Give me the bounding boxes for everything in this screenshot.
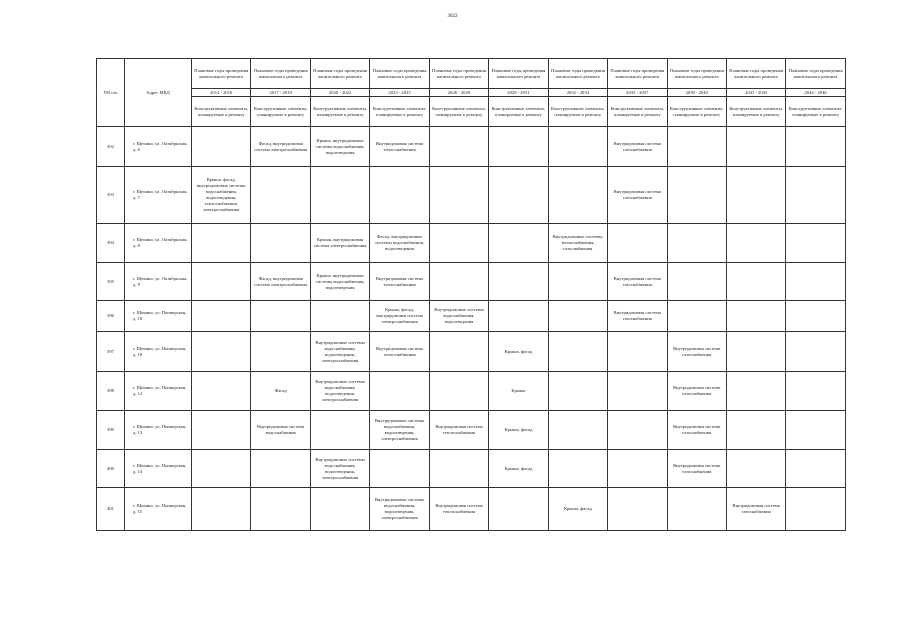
header-period-label: Плановые годы проведения капитального ремонта [429,59,488,89]
row-cell: Крыша, фасад, внутридомовые системы водоснабжения, водоотведения, теплоснабжения, электроснабжения [192,167,251,224]
table-row [97,167,846,224]
row-cell: Крыша, фасад [489,411,548,450]
row-address: г. Щекино, ул. Пионерская, д. 13 [125,411,192,450]
row-cell [667,488,726,531]
row-cell: Внутридомовые системы водоснабжения, водоотведения, электроснабжения [310,332,369,372]
capital-repair-table [96,58,846,531]
row-cell [786,450,845,488]
table-row [97,301,846,332]
table-row [97,127,846,167]
row-cell [786,224,845,263]
row-cell: Внутридомовые системы водоснабжения, водоотведения [429,301,488,332]
row-address: г. Щекино, ул. Пионерская, д. 10 [125,332,192,372]
row-cell: Внутридомовые системы, теплоснабжения, газоснабжения [548,224,607,263]
row-cell [489,301,548,332]
row-number: 398 [97,372,125,411]
header-period-label: Плановые годы проведения капитального ремонта [608,59,667,89]
row-cell [251,301,310,332]
row-cell [667,263,726,301]
row-address: г. Щекино, ул. Пионерская, д. 12 [125,372,192,411]
row-cell [608,332,667,372]
row-cell [608,372,667,411]
header-period-label: Плановые годы проведения капитального ремонта [310,59,369,89]
row-cell [429,127,488,167]
header-elements-label: Конструктивные элементы, планируемые к ремонту [192,97,251,127]
header-period-years: 2038 - 2040 [667,89,726,97]
row-cell [429,450,488,488]
row-cell: Крыша, фасад [489,450,548,488]
row-cell [726,411,785,450]
row-cell [548,263,607,301]
header-elements-label: Конструктивные элементы, планируемые к ремонту [489,97,548,127]
row-cell: Внутридомовая система газоснабжения [608,301,667,332]
header-period-years: 2029 - 2031 [489,89,548,97]
row-cell: Внутридомовая система теплоснабжения [370,332,429,372]
row-cell [192,263,251,301]
row-cell: Внутридомовая система газоснабжения [667,332,726,372]
header-period-label: Плановые годы проведения капитального ремонта [667,59,726,89]
header-period-years: 2044 - 2046 [786,89,845,97]
row-cell [192,450,251,488]
row-cell [489,263,548,301]
row-cell [726,263,785,301]
header-elements-label: Конструктивные элементы, планируемые к ремонту [370,97,429,127]
header-address: Адрес МКД [125,59,192,127]
header-elements-label: Конструктивные элементы, планируемые к ремонту [251,97,310,127]
row-cell [429,224,488,263]
row-number: 393 [97,167,125,224]
header-elements-label: Конструктивные элементы, планируемые к ремонту [608,97,667,127]
row-cell [370,450,429,488]
row-cell: Внутридомовая система водоснабжения [251,411,310,450]
header-elements-label: Конструктивные элементы, планируемые к ремонту [667,97,726,127]
table-row [97,450,846,488]
row-cell [786,332,845,372]
row-number: 401 [97,488,125,531]
row-cell [726,224,785,263]
row-cell: Внутридомовая система теплоснабжения [370,127,429,167]
header-row-label [97,59,846,89]
row-cell [251,450,310,488]
row-cell: Внутридомовая система теплоснабжения [429,411,488,450]
row-cell [726,167,785,224]
row-cell: Крыша, внутридомовая система электроснабжения [310,224,369,263]
row-cell [429,167,488,224]
row-cell [251,488,310,531]
row-cell [548,332,607,372]
header-period-years: 2041 - 2043 [726,89,785,97]
row-cell [192,224,251,263]
row-cell [310,488,369,531]
header-period-years: 2032 - 2034 [548,89,607,97]
row-cell [608,450,667,488]
row-cell [310,301,369,332]
row-cell [548,372,607,411]
row-cell [786,411,845,450]
row-cell [429,372,488,411]
row-cell [251,167,310,224]
row-cell [667,301,726,332]
header-period-label: Плановые годы проведения капитального ремонта [370,59,429,89]
row-number: 396 [97,301,125,332]
header-elements-label: Конструктивные элементы, планируемые к ремонту [429,97,488,127]
row-cell [786,263,845,301]
row-cell [726,450,785,488]
row-cell [548,301,607,332]
row-cell: Фасад [251,372,310,411]
row-cell: Крыша, внутридомовые системы водоснабжения, водоотведения [310,263,369,301]
row-cell: Фасад, внутридомовая система электроснабжения [251,263,310,301]
header-row-elements [97,97,846,127]
row-cell [548,167,607,224]
row-cell [548,127,607,167]
header-elements-label: Конструктивные элементы, планируемые к ремонту [548,97,607,127]
header-period-years: 2035 - 2037 [608,89,667,97]
row-address: г. Щекино, ул. Октябрьская, д. 6 [125,127,192,167]
header-period-label: Плановые годы проведения капитального ремонта [251,59,310,89]
row-cell: Крыша [489,372,548,411]
header-period-label: Плановые годы проведения капитального ремонта [786,59,845,89]
row-cell [192,488,251,531]
table-row [97,372,846,411]
row-cell: Внутридомовая система газоснабжения [608,263,667,301]
row-cell [608,488,667,531]
header-num: NN п/п [97,59,125,127]
row-address: г. Щекино, ул. Октябрьская, д. 8 [125,224,192,263]
row-cell [667,224,726,263]
row-cell [192,411,251,450]
row-cell [667,167,726,224]
row-cell [608,411,667,450]
row-cell: Крыша, внутридомовые системы водоснабжения, водоотведения [310,127,369,167]
row-cell [726,372,785,411]
header-period-years: 2014 - 2016 [192,89,251,97]
header-period-years: 2023 - 2025 [370,89,429,97]
row-cell [548,411,607,450]
header-row-years [97,89,846,97]
row-cell: Фасад, внутридомовая система электроснабжения [251,127,310,167]
row-number: 395 [97,263,125,301]
row-cell: Крыша, фасад [489,332,548,372]
table-row [97,488,846,531]
row-cell: Внутридомовые системы водоснабжения, водоотведения, электроснабжения [310,372,369,411]
table-row [97,411,846,450]
row-cell [786,372,845,411]
table-row [97,263,846,301]
row-cell [667,127,726,167]
row-cell: Фасад, внутридомовые системы водоснабжения, водоотведения [370,224,429,263]
row-cell [192,127,251,167]
row-number: 397 [97,332,125,372]
row-cell [429,332,488,372]
row-cell [370,167,429,224]
row-cell: Внутридомовая система газоснабжения [667,372,726,411]
row-number: 399 [97,411,125,450]
row-address: г. Щекино, ул. Пионерская, д. 14 [125,450,192,488]
row-cell [786,301,845,332]
row-cell [192,372,251,411]
row-cell: Внутридомовая система газоснабжения [726,488,785,531]
row-cell [726,301,785,332]
row-cell: Внутридомовая система газоснабжения [667,450,726,488]
row-cell: Внутридомовые системы водоснабжения, водоотведения, электроснабжения [310,450,369,488]
row-cell: Внутридомовые системы водоснабжения, водоотведения, электроснабжения [370,411,429,450]
row-cell: Внутридомовые системы водоснабжения, водоотведения, электроснабжения [370,488,429,531]
header-elements-label: Конструктивные элементы, планируемые к ремонту [786,97,845,127]
row-address: г. Щекино, ул. Пионерская, д. 10 [125,301,192,332]
header-period-label: Плановые годы проведения капитального ремонта [489,59,548,89]
header-period-label: Плановые годы проведения капитального ремонта [548,59,607,89]
row-cell [310,167,369,224]
table-row [97,332,846,372]
header-elements-label: Конструктивные элементы, планируемые к ремонту [310,97,369,127]
header-period-label: Плановые годы проведения капитального ремонта [726,59,785,89]
row-cell [726,127,785,167]
row-cell [370,372,429,411]
row-cell [608,224,667,263]
table-row [97,224,846,263]
row-cell [489,488,548,531]
header-period-label: Плановые годы проведения капитального ремонта [192,59,251,89]
row-number: 400 [97,450,125,488]
row-address: г. Щекино, ул. Пионерская, д. 15 [125,488,192,531]
row-cell [192,301,251,332]
row-cell [489,224,548,263]
row-number: 394 [97,224,125,263]
row-cell [786,488,845,531]
row-cell [251,332,310,372]
row-cell [251,224,310,263]
row-cell [489,167,548,224]
row-number: 392 [97,127,125,167]
row-cell: Крыша, фасад [548,488,607,531]
header-elements-label: Конструктивные элементы, планируемые к ремонту [726,97,785,127]
row-address: г. Щекино, ул. Октябрьская, д. 9 [125,263,192,301]
row-cell: Внутридомовая система газоснабжения [608,167,667,224]
row-address: г. Щекино, ул. Октябрьская, д. 7 [125,167,192,224]
row-cell [192,332,251,372]
row-cell [786,127,845,167]
row-cell [489,127,548,167]
row-cell [786,167,845,224]
row-cell [548,450,607,488]
row-cell: Внутридомовая система теплоснабжения [370,263,429,301]
header-period-years: 2026 - 2028 [429,89,488,97]
row-cell [429,263,488,301]
header-period-years: 2017 - 2019 [251,89,310,97]
page-number: 3022 [447,14,458,19]
row-cell: Внутридомовая система теплоснабжения [429,488,488,531]
row-cell [310,411,369,450]
row-cell: Внутридомовая система газоснабжения [608,127,667,167]
row-cell: Крыша, фасад, внутридомовая система электроснабжения [370,301,429,332]
row-cell [726,332,785,372]
header-period-years: 2020 - 2022 [310,89,369,97]
row-cell: Внутридомовая система газоснабжения [667,411,726,450]
